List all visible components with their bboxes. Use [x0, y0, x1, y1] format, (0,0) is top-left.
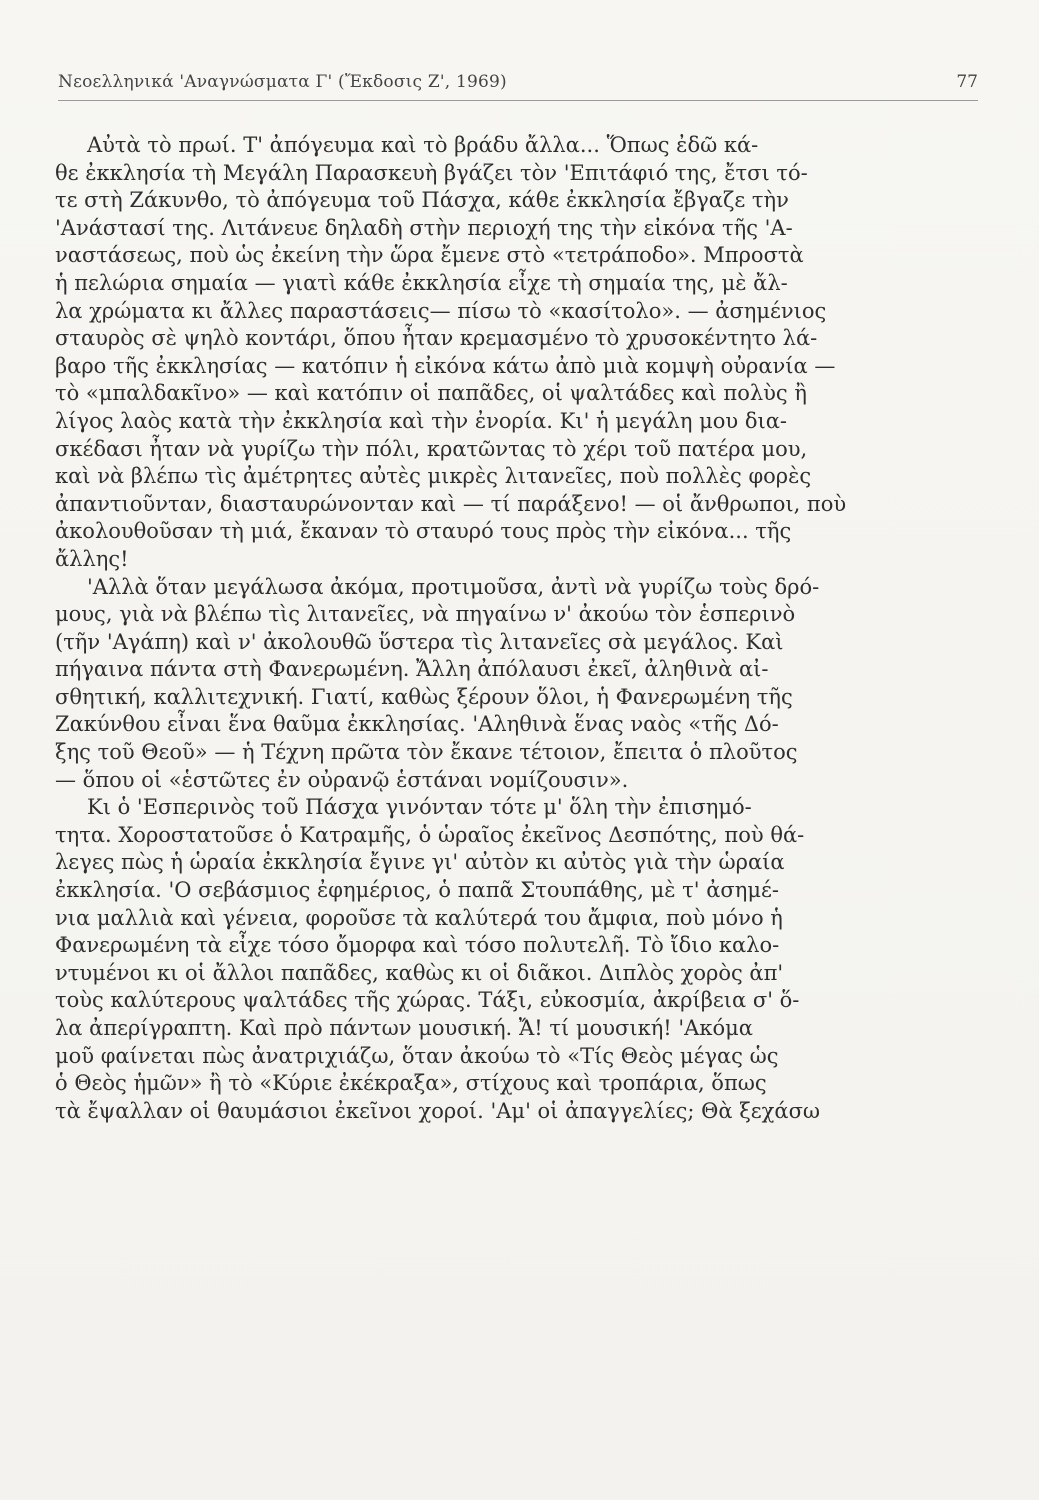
text-line: Φανερωμένη τὰ εἶχε τόσο ὄμορφα καὶ τόσο πολυτελῆ. Τὸ ἴδιο καλο-	[55, 933, 780, 958]
text-line: νια μαλλιὰ καὶ γένεια, φοροῦσε τὰ καλύτερά του ἄμφια, ποὺ μόνο ἡ	[55, 905, 783, 930]
text-line: μοῦ φαίνεται πὼς ἀνατριχιάζω, ὅταν ἀκούω τὸ «Τίς Θεὸς μέγας ὡς	[55, 1043, 779, 1068]
text-line: Αὐτὰ τὸ πρωί. Τ' ἀπόγευμα καὶ τὸ βράδυ ἄλλα... Ὅπως ἐδῶ κά-	[87, 133, 759, 157]
text-line: ἄλλης!	[55, 546, 129, 571]
text-line: 'Ανάστασί της. Λιτάνευε δηλαδὴ στὴν περιοχή της τὴν εἰκόνα τῆς 'Α-	[55, 215, 793, 240]
text-line: ξης τοῦ Θεοῦ» — ἡ Τέχνη πρῶτα τὸν ἔκανε τέτοιον, ἔπειτα ὁ πλοῦτος	[55, 740, 798, 765]
text-line: καὶ νὰ βλέπω τὶς ἀμέτρητες αὐτὲς μικρὲς λιτανεῖες, ποὺ πολλὲς φορὲς	[55, 464, 812, 489]
text-line: τὸ «μπαλδακῖνο» — καὶ κατόπιν οἱ παπᾶδες, οἱ ψαλτάδες καὶ πολὺς ἢ	[55, 381, 807, 406]
text-line: ντυμένοι κι οἱ ἄλλοι παπᾶδες, καθὼς κι οἱ διᾶκοι. Διπλὸς χορὸς ἀπ'	[55, 960, 784, 985]
text-line: σταυρὸς σὲ ψηλὸ κοντάρι, ὅπου ἦταν κρεμασμένο τὸ χρυσοκέντητο λά-	[55, 326, 818, 351]
text-line: τοὺς καλύτερους ψαλτάδες τῆς χώρας. Τάξι, εὐκοσμία, ἀκρίβεια σ' ὅ-	[55, 988, 800, 1013]
text-line: μους, γιὰ νὰ βλέπω τὶς λιτανεῖες, νὰ πηγαίνω ν' ἀκούω τὸν ἑσπερινὸ	[55, 602, 796, 627]
page-number: 77	[956, 72, 978, 92]
text-line: λίγος λαὸς κατὰ τὴν ἐκκλησία καὶ τὴν ἐνορία. Κι' ἡ μεγάλη μου δια-	[55, 408, 787, 433]
text-line: σκέδασι ἦταν νὰ γυρίζω τὴν πόλι, κρατῶντας τὸ χέρι τοῦ πατέρα μου,	[55, 436, 808, 461]
text-line: ὁ Θεὸς ἡμῶν» ἢ τὸ «Κύριε ἐκέκραξα», στίχους καὶ τροπάρια, ὅπως	[55, 1071, 767, 1096]
text-line: τε στὴ Ζάκυνθο, τὸ ἀπόγευμα τοῦ Πάσχα, κάθε ἐκκλησία ἔβγαζε τὴν	[55, 188, 789, 213]
text-line: τὰ ἔψαλλαν οἱ θαυμάσιοι ἐκεῖνοι χοροί. 'Αμ' οἱ ἀπαγγελίες; Θὰ ξεχάσω	[55, 1098, 821, 1123]
text-line: Κι ὁ 'Εσπερινὸς τοῦ Πάσχα γινόνταν τότε μ' ὅλη τὴν ἐπισημό-	[87, 795, 752, 820]
text-line: λα χρώματα κι ἄλλες παραστάσεις— πίσω τὸ «κασίτολο». — ἀσημένιος	[55, 298, 827, 323]
header-title: Νεοελληνικά 'Αναγνώσματα Γ' (Ἔκδοσις Ζ', 1969)	[58, 72, 507, 92]
text-line: 'Αλλὰ ὅταν μεγάλωσα ἀκόμα, προτιμοῦσα, ἀντὶ νὰ γυρίζω τοὺς δρό-	[87, 574, 820, 599]
running-header	[58, 72, 978, 98]
text-line: τητα. Χοροστατοῦσε ὁ Κατραμῆς, ὁ ὡραῖος ἐκεῖνος Δεσπότης, ποὺ θά-	[55, 822, 805, 847]
text-line: ναστάσεως, ποὺ ὡς ἐκείνη τὴν ὥρα ἔμενε στὸ «τετράποδο». Μπροστὰ	[55, 243, 804, 268]
text-line: λεγες πὼς ἡ ὡραία ἐκκλησία ἔγινε γι' αὐτὸν κι αὐτὸς γιὰ τὴν ὡραία	[55, 850, 785, 875]
text-line: Ζακύνθου εἶναι ἕνα θαῦμα ἐκκλησίας. 'Αληθινὰ ἕνας ναὸς «τῆς Δό-	[55, 712, 779, 737]
text-line: ἀπαντιοῦνταν, διασταυρώνονταν καὶ — τί παράξενο! — οἱ ἄνθρωποι, ποὺ	[55, 491, 847, 516]
text-line: λα ἀπερίγραπτη. Καὶ πρὸ πάντων μουσική. Ἄ! τί μουσική! 'Ακόμα	[55, 1016, 753, 1040]
header-rule	[58, 100, 978, 101]
text-line: βαρο τῆς ἐκκλησίας — κατόπιν ἡ εἰκόνα κάτω ἀπὸ μιὰ κομψὴ οὐρανία —	[55, 353, 836, 378]
text-line: θε ἐκκλησία τὴ Μεγάλη Παρασκευὴ βγάζει τὸν 'Επιτάφιό της, ἔτσι τό-	[55, 160, 808, 185]
text-line: ἀκολουθοῦσαν τὴ μιά, ἔκαναν τὸ σταυρό τους πρὸς τὴν εἰκόνα... τῆς	[55, 519, 792, 544]
text-line: ἐκκλησία. 'Ο σεβάσμιος ἐφημέριος, ὁ παπᾶ Στουπάθης, μὲ τ' ἀσημέ-	[55, 878, 779, 903]
body-text	[55, 132, 895, 1125]
text-line: πήγαινα πάντα στὴ Φανερωμένη. Ἄλλη ἀπόλαυσι ἐκεῖ, ἀληθινὰ αἰ-	[55, 657, 769, 682]
text-line: σθητική, καλλιτεχνική. Γιατί, καθὼς ξέρουν ὅλοι, ἡ Φανερωμένη τῆς	[55, 684, 793, 709]
text-line: — ὅπου οἱ «ἑστῶτες ἐν οὐρανῷ ἑστάναι νομίζουσιν».	[55, 767, 629, 792]
text-line: ἡ πελώρια σημαία — γιατὶ κάθε ἐκκλησία εἶχε τὴ σημαία της, μὲ ἄλ-	[55, 270, 788, 295]
text-line: (τῆν 'Αγάπη) καὶ ν' ἀκολουθῶ ὕστερα τὶς λιτανεῖες σὰ μεγάλος. Καὶ	[55, 629, 784, 654]
